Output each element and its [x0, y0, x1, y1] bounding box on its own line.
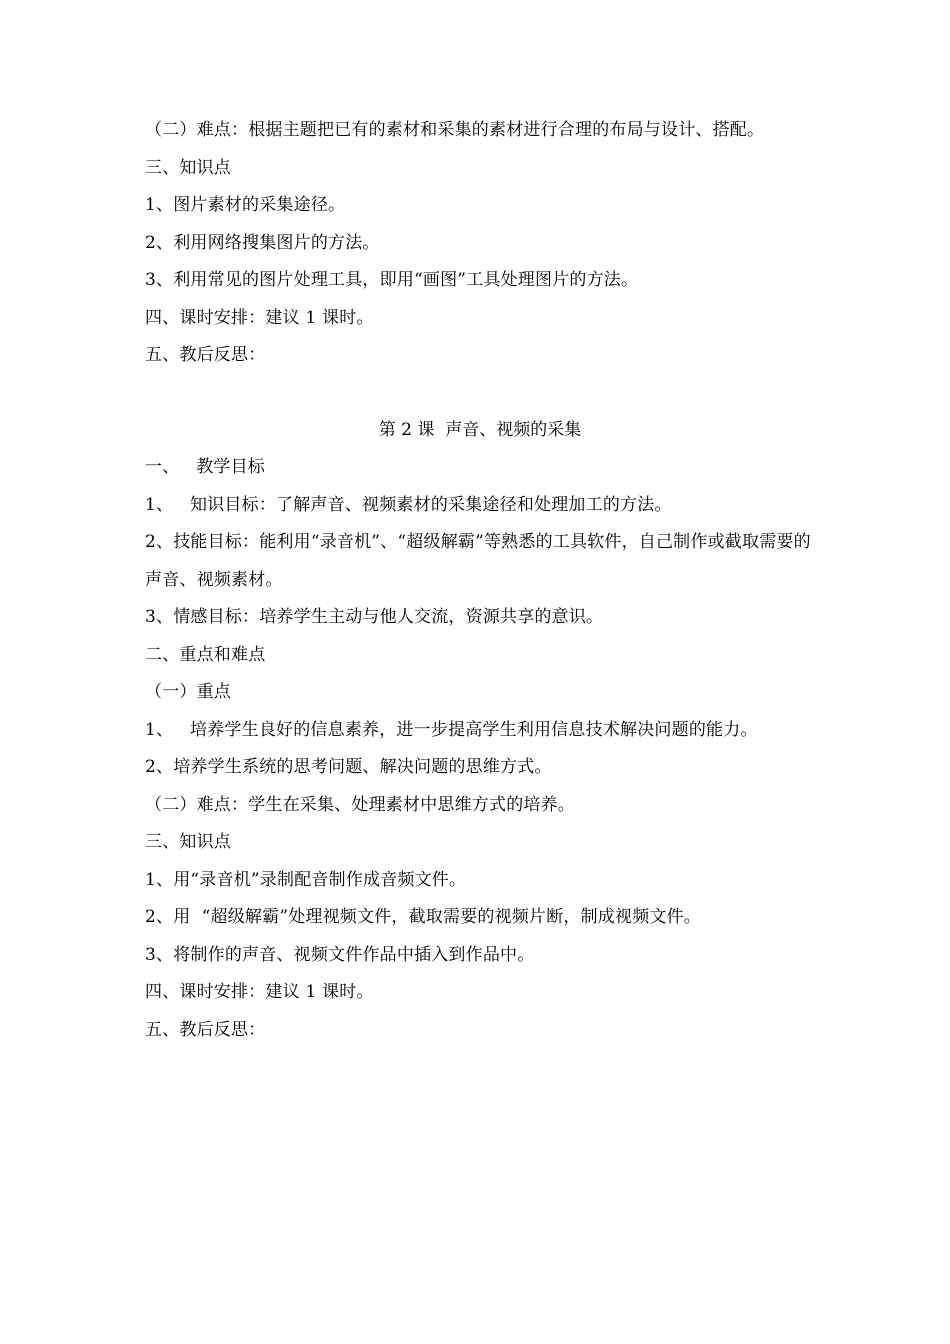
reflection-line: 五、教后反思：: [145, 345, 266, 365]
knowledge-item-2: 2、利用网络搜集图片的方法。: [145, 232, 380, 253]
schedule-line: 四、课时安排：建议 1 课时。: [145, 307, 374, 328]
reflection-line-2: 五、教后反思：: [145, 1019, 266, 1040]
difficulty-line-2: （二）难点：学生在采集、处理素材中思维方式的培养。: [145, 794, 575, 815]
goals-heading: 一、 教学目标: [145, 457, 266, 477]
schedule-line-2: 四、课时安排：建议 1 课时。: [145, 982, 374, 1002]
key-subheading: （一）重点: [145, 682, 231, 702]
knowledge-item-3: 3、利用常见的图片处理工具，即用“画图”工具处理图片的方法。: [145, 270, 639, 290]
knowledge-heading: 三、知识点: [145, 157, 231, 178]
knowledge-item-1: 1、图片素材的采集途径。: [145, 195, 346, 215]
knowledge2-item-2: 2、用 “超级解霸”处理视频文件，截取需要的视频片断，制成视频文件。: [145, 907, 702, 927]
goal-knowledge: 1、 知识目标：了解声音、视频素材的采集途径和处理加工的方法。: [145, 494, 672, 515]
lesson-title: 第 2 课 声音、视频的采集: [378, 419, 582, 440]
key-difficulty-heading: 二、重点和难点: [145, 644, 266, 665]
knowledge-heading-2: 三、知识点: [145, 832, 231, 852]
knowledge2-item-3: 3、将制作的声音、视频文件作品中插入到作品中。: [145, 944, 535, 965]
key-item-2: 2、培养学生系统的思考问题、解决问题的思维方式。: [145, 757, 552, 777]
document-body: [145, 112, 815, 1049]
key-item-1: 1、 培养学生良好的信息素养，进一步提高学生利用信息技术解决问题的能力。: [145, 719, 758, 740]
difficulty-line: （二）难点：根据主题把已有的素材和采集的素材进行合理的布局与设计、搭配。: [145, 120, 765, 140]
goal-skill: 2、技能目标：能利用“录音机”、“超级解霸”等熟悉的工具软件，自己制作或截取需要的声音、视频素材。: [145, 532, 811, 590]
knowledge2-item-1: 1、用“录音机”录制配音制作成音频文件。: [145, 869, 467, 890]
goal-emotion: 3、情感目标：培养学生主动与他人交流，资源共享的意识。: [145, 607, 604, 627]
